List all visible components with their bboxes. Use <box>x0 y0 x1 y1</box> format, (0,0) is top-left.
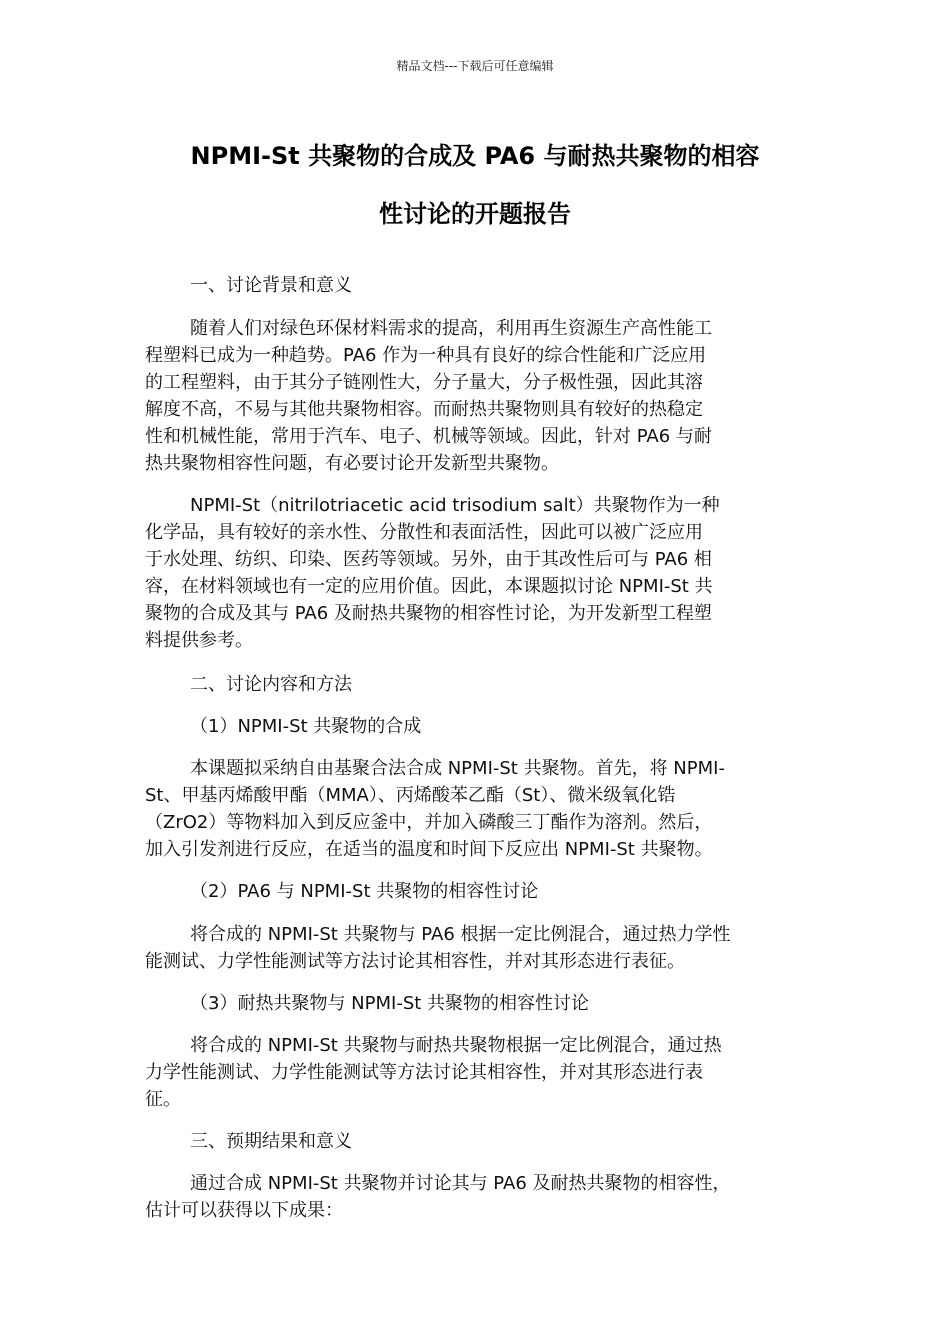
page-title-line-1: NPMI-St 共聚物的合成及 PA6 与耐热共聚物的相容 <box>190 142 760 170</box>
paragraph-line: 随着人们对绿色环保材料需求的提高，利用再生资源生产高性能工 <box>190 318 712 339</box>
header-note: 精品文档---下载后可任意编辑 <box>396 59 554 73</box>
paragraph-line: 征。 <box>145 1089 181 1110</box>
paragraph-line: 于水处理、纺织、印染、医药等领域。另外，由于其改性后可与 PA6 相 <box>145 549 712 570</box>
sub-heading-1: （1）NPMI-St 共聚物的合成 <box>190 716 422 737</box>
paragraph-line: St、甲基丙烯酸甲酯（MMA）、丙烯酸苯乙酯（St）、微米级氧化锆 <box>145 785 676 806</box>
paragraph-line: 化学品，具有较好的亲水性、分散性和表面活性，因此可以被广泛应用 <box>145 522 703 543</box>
paragraph-line: 本课题拟采纳自由基聚合法合成 NPMI-St 共聚物。首先，将 NPMI- <box>190 758 725 779</box>
paragraph-line: 能测试、力学性能测试等方法讨论其相容性，并对其形态进行表征。 <box>145 951 685 972</box>
page-title-line-2: 性讨论的开题报告 <box>379 200 571 228</box>
paragraph-line: 容，在材料领域也有一定的应用价值。因此，本课题拟讨论 NPMI-St 共 <box>145 576 713 597</box>
paragraph-4 <box>145 921 805 975</box>
paragraph-line: 解度不高，不易与其他共聚物相容。而耐热共聚物则具有较好的热稳定 <box>145 399 703 420</box>
sub-heading-3: （3）耐热共聚物与 NPMI-St 共聚物的相容性讨论 <box>190 993 590 1014</box>
section-heading-3: 三、预期结果和意义 <box>190 1131 352 1152</box>
paragraph-6 <box>145 1170 805 1224</box>
paragraph-line: 力学性能测试、力学性能测试等方法讨论其相容性，并对其形态进行表 <box>145 1062 703 1083</box>
paragraph-line: 将合成的 NPMI-St 共聚物与 PA6 根据一定比例混合，通过热力学性 <box>190 924 731 945</box>
paragraph-2 <box>145 492 805 654</box>
section-heading-2: 二、讨论内容和方法 <box>190 674 352 695</box>
paragraph-line: 料提供参考。 <box>145 630 253 651</box>
paragraph-line: 通过合成 NPMI-St 共聚物并讨论其与 PA6 及耐热共聚物的相容性， <box>190 1173 731 1194</box>
paragraph-line: 热共聚物相容性问题，有必要讨论开发新型共聚物。 <box>145 453 559 474</box>
paragraph-line: （ZrO2）等物料加入到反应釜中，并加入磷酸三丁酯作为溶剂。然后， <box>145 812 713 833</box>
paragraph-line: 性和机械性能，常用于汽车、电子、机械等领域。因此，针对 PA6 与耐 <box>145 426 712 447</box>
paragraph-line: 程塑料已成为一种趋势。PA6 作为一种具有良好的综合性能和广泛应用 <box>145 345 707 366</box>
section-heading-1: 一、讨论背景和意义 <box>190 275 352 296</box>
paragraph-1 <box>145 315 805 477</box>
paragraph-line: 加入引发剂进行反应，在适当的温度和时间下反应出 NPMI-St 共聚物。 <box>145 839 713 860</box>
paragraph-3 <box>145 755 805 863</box>
paragraph-line: 估计可以获得以下成果： <box>145 1200 343 1221</box>
paragraph-line: 的工程塑料，由于其分子链刚性大，分子量大，分子极性强，因此其溶 <box>145 372 703 393</box>
paragraph-line: 聚物的合成及其与 PA6 及耐热共聚物的相容性讨论，为开发新型工程塑 <box>145 603 712 624</box>
paragraph-5 <box>145 1032 805 1113</box>
paragraph-line: 将合成的 NPMI-St 共聚物与耐热共聚物根据一定比例混合，通过热 <box>190 1035 722 1056</box>
paragraph-line: NPMI-St（nitrilotriacetic acid trisodium salt）共聚物作为一种 <box>190 495 720 516</box>
sub-heading-2: （2）PA6 与 NPMI-St 共聚物的相容性讨论 <box>190 881 539 902</box>
